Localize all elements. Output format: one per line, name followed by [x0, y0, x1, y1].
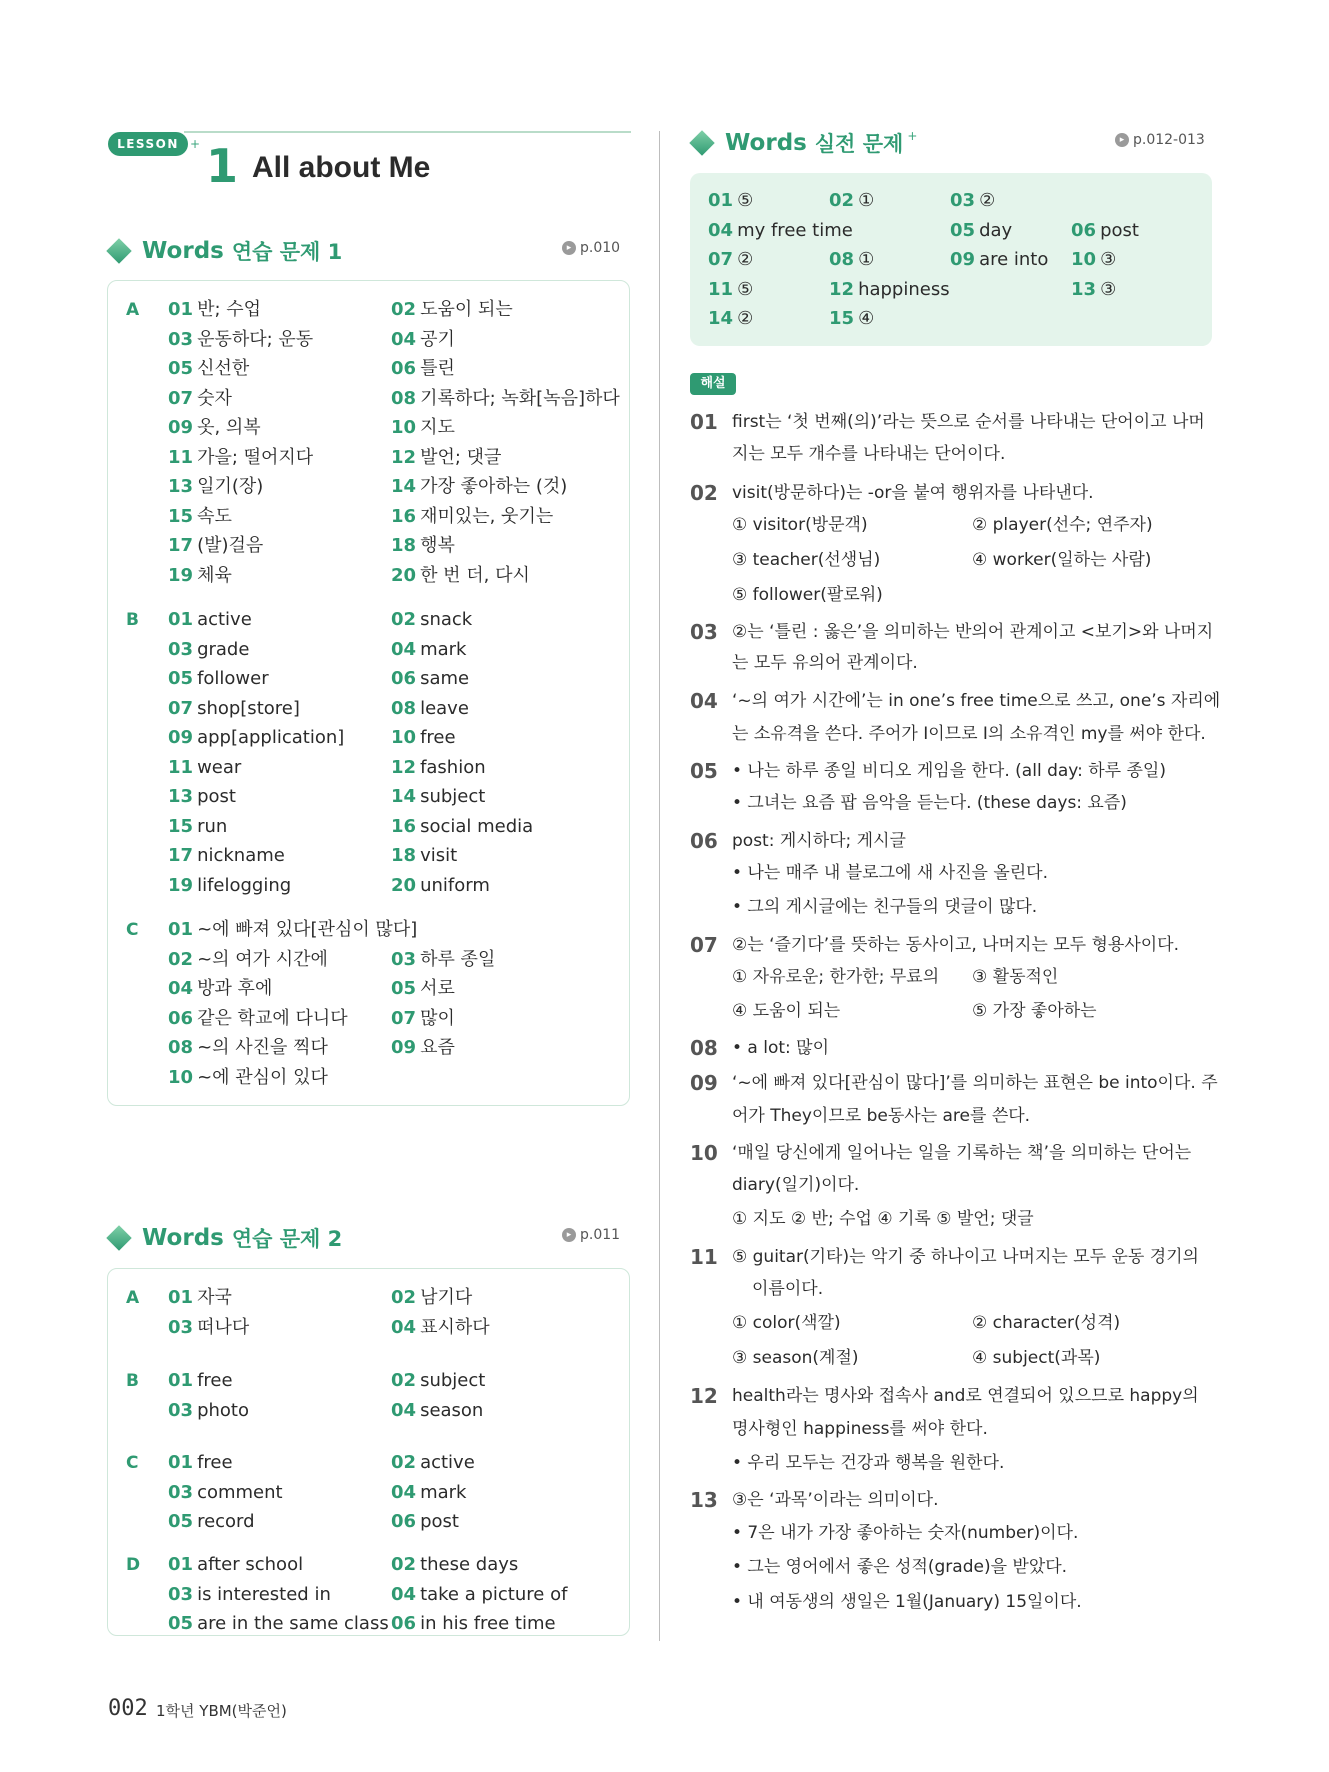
answer-item: 17 (발)걸음 [168, 535, 264, 556]
answer-item: 06 same [391, 668, 470, 689]
header-rule [184, 131, 631, 133]
answer-item: 12 fashion [391, 757, 486, 778]
answer-item: 13 일기(장) [168, 476, 264, 497]
answer-item: 03 photo [168, 1400, 249, 1421]
explanation-text: ⑤ follower(팔로워) [732, 585, 883, 605]
explanation-number: 11 [690, 1245, 718, 1269]
answer-item: 20 한 번 더, 다시 [391, 565, 530, 586]
explanation-text: • 나는 하루 종일 비디오 게임을 한다. (all day: 하루 종일) [732, 761, 1166, 781]
answer-item: 04 표시하다 [391, 1317, 490, 1338]
answer-item: 18 visit [391, 845, 458, 866]
explanation-text: ① 지도 ② 반; 수업 ④ 기록 ⑤ 발언; 댓글 [732, 1209, 1034, 1229]
answer-item: 01 ~에 빠져 있다[관심이 많다] [168, 919, 418, 940]
explanation-number: 13 [690, 1488, 718, 1512]
explanation-text: • a lot: 많이 [732, 1038, 830, 1058]
explanation-number: 12 [690, 1384, 718, 1408]
lesson-badge: LESSON [108, 132, 188, 156]
answer-item: 11 wear [168, 757, 242, 778]
answer-item: 07 shop[store] [168, 698, 300, 719]
answer-item: 16 social media [391, 816, 534, 837]
group-letter-a: A [126, 1288, 140, 1308]
answer-item: 11 가을; 떨어지다 [168, 447, 314, 468]
lesson-title: All about Me [252, 151, 431, 184]
answer-item: 11 ⑤ [708, 279, 754, 300]
answer-item: 01 free [168, 1370, 233, 1391]
answer-item: 02 snack [391, 609, 473, 630]
answer-item: 07 많이 [391, 1008, 455, 1029]
answer-item: 08 leave [391, 698, 469, 719]
explanation-text: ① visitor(방문객) [732, 515, 868, 535]
answer-item: 06 post [1071, 220, 1139, 241]
answer-item: 04 take a picture of [391, 1584, 568, 1605]
answer-item: 10 free [391, 727, 456, 748]
explanation-number: 06 [690, 829, 718, 853]
page-reference [562, 240, 620, 256]
answer-item: 14 가장 좋아하는 (것) [391, 476, 568, 497]
answer-item: 19 lifelogging [168, 875, 292, 896]
explanation-text: ②는 ‘틀린 : 옳은’을 의미하는 반의어 관계이고 <보기>와 나머지 [732, 622, 1214, 642]
page-reference-text: p.012-013 [1133, 132, 1205, 148]
answer-item: 13 post [168, 786, 236, 807]
explanation-text: ③은 ‘과목’이라는 의미이다. [732, 1490, 939, 1510]
answer-item: 03 grade [168, 639, 250, 660]
answer-item: 03 comment [168, 1482, 283, 1503]
answer-item: 05 are in the same class [168, 1613, 389, 1634]
explanation-text: ‘매일 당신에게 일어나는 일을 기록하는 책’을 의미하는 단어는 [732, 1143, 1192, 1163]
answer-item: 06 틀린 [391, 358, 455, 379]
explanation-text: • 그는 영어에서 좋은 성적(grade)을 받았다. [732, 1557, 1068, 1577]
answer-item: 15 run [168, 816, 228, 837]
answer-item: 14 subject [391, 786, 486, 807]
explanation-text: 는 소유격을 쓴다. 주어가 I이므로 I의 소유격인 my를 써야 한다. [732, 724, 1206, 744]
answer-item: 05 record [168, 1511, 255, 1532]
explanation-text: ② player(선수; 연주자) [972, 515, 1153, 535]
answer-item: 03 하루 종일 [391, 949, 496, 970]
sparkle-icon: + [907, 129, 918, 143]
explanation-text: ④ 도움이 되는 [732, 1001, 841, 1021]
answer-item: 15 ④ [829, 308, 875, 329]
column-divider [659, 131, 660, 1641]
explanation-text: • 내 여동생의 생일은 1월(January) 15일이다. [732, 1592, 1082, 1612]
group-letter-b: B [126, 610, 139, 630]
answer-item: 20 uniform [391, 875, 490, 896]
answer-item: 01 자국 [168, 1287, 232, 1308]
explanation-text: • 나는 매주 내 블로그에 새 사진을 올린다. [732, 863, 1049, 883]
explanation-text: ② character(성격) [972, 1313, 1121, 1333]
explanation-text: post: 게시하다; 게시글 [732, 831, 906, 851]
answer-item: 10 지도 [391, 417, 455, 438]
answer-item: 09 app[application] [168, 727, 345, 748]
explanation-text: 이름이다. [752, 1279, 824, 1299]
answer-item: 04 my free time [708, 220, 853, 241]
section-heading-practice-1 [106, 235, 342, 267]
explanation-text: ‘~에 빠져 있다[관심이 많다]’를 의미하는 표현은 be into이다. 주 [732, 1073, 1218, 1093]
explanation-text: • 7은 내가 가장 좋아하는 숫자(number)이다. [732, 1523, 1079, 1543]
explanation-text: 명사형인 happiness를 써야 한다. [732, 1419, 988, 1439]
page-number: 002 [108, 1696, 148, 1721]
explanation-text: 는 모두 유의어 관계이다. [732, 653, 918, 673]
lesson-number: 1 [206, 139, 239, 193]
explanation-text: ④ worker(일하는 사람) [972, 550, 1152, 570]
answer-item: 06 같은 학교에 다니다 [168, 1008, 348, 1029]
answer-item: 04 season [391, 1400, 484, 1421]
answer-item: 02 these days [391, 1554, 519, 1575]
answer-item: 01 ⑤ [708, 190, 754, 211]
explanation-text: health라는 명사와 접속사 and로 연결되어 있으므로 happy의 [732, 1386, 1199, 1406]
answer-item: 10 ③ [1071, 249, 1117, 270]
sparkle-icon: + [190, 137, 201, 151]
answer-item: 03 운동하다; 운동 [168, 329, 314, 350]
answer-item: 02 도움이 되는 [391, 299, 513, 320]
page-reference-text: p.011 [580, 1227, 621, 1243]
explanation-text: ⑤ 가장 좋아하는 [972, 1001, 1097, 1021]
explanation-text: ③ season(계절) [732, 1348, 859, 1368]
explanation-text: ③ teacher(선생님) [732, 550, 881, 570]
answer-item: 04 mark [391, 1482, 467, 1503]
diamond-icon [689, 130, 714, 155]
explanation-text: ① 자유로운; 한가한; 무료의 [732, 967, 940, 987]
answer-item: 12 발언; 댓글 [391, 447, 502, 468]
test-answer-panel [690, 173, 1212, 346]
section-words-label: Words [142, 1225, 224, 1251]
arrow-circle-icon: ▸ [562, 241, 576, 255]
diamond-icon [106, 238, 131, 263]
explanation-text: ②는 ‘즐기다’를 뜻하는 동사이고, 나머지는 모두 형용사이다. [732, 935, 1179, 955]
section-title: 연습 문제 2 [231, 1227, 343, 1251]
answer-item: 17 nickname [168, 845, 285, 866]
footer-text: 1학년 YBM(박준언) [156, 1702, 287, 1720]
answer-item: 04 mark [391, 639, 467, 660]
answer-item: 02 ~의 여가 시간에 [168, 949, 328, 970]
explanation-number: 08 [690, 1036, 718, 1060]
explanation-number: 07 [690, 933, 718, 957]
answer-item: 05 day [950, 220, 1013, 241]
answer-item: 07 ② [708, 249, 754, 270]
answer-item: 04 방과 후에 [168, 978, 273, 999]
answer-item: 02 subject [391, 1370, 486, 1391]
answer-item: 01 after school [168, 1554, 304, 1575]
answer-item: 03 ② [950, 190, 996, 211]
answer-item: 03 is interested in [168, 1584, 331, 1605]
group-letter-c: C [126, 1453, 139, 1473]
answer-item: 01 반; 수업 [168, 299, 262, 320]
section-words-label: Words [142, 238, 224, 264]
diamond-icon [106, 1225, 131, 1250]
section-title: 실전 문제 [814, 132, 904, 156]
answer-item: 05 follower [168, 668, 269, 689]
answer-item: 16 재미있는, 웃기는 [391, 506, 554, 527]
answer-item: 08 ~의 사진을 찍다 [168, 1037, 328, 1058]
explanation-text: first는 ‘첫 번째(의)’라는 뜻으로 순서를 나타내는 단어이고 나머 [732, 412, 1205, 432]
answer-item: 19 체육 [168, 565, 232, 586]
explanation-text: • 우리 모두는 건강과 행복을 원한다. [732, 1453, 1005, 1473]
explanation-number: 01 [690, 410, 718, 434]
answer-item: 02 ① [829, 190, 875, 211]
answer-item: 05 신선한 [168, 358, 250, 379]
explanation-number: 03 [690, 620, 718, 644]
answer-item: 01 free [168, 1452, 233, 1473]
answer-item: 12 happiness [829, 279, 950, 300]
answer-item: 18 행복 [391, 535, 455, 556]
section-title: 연습 문제 1 [231, 240, 343, 264]
section-heading-test [689, 127, 917, 159]
answer-item: 09 are into [950, 249, 1049, 270]
explanation-text: 지는 모두 개수를 나타내는 단어이다. [732, 444, 1006, 464]
explanation-number: 02 [690, 481, 718, 505]
explanation-text: ‘~의 여가 시간에’는 in one’s free time으로 쓰고, one’s 자리에 [732, 691, 1221, 711]
answer-item: 01 active [168, 609, 252, 630]
answer-item: 08 ① [829, 249, 875, 270]
group-letter-b: B [126, 1371, 139, 1391]
answer-item: 02 남기다 [391, 1287, 473, 1308]
explanation-number: 05 [690, 759, 718, 783]
group-letter-a: A [126, 300, 140, 320]
explanation-number: 09 [690, 1071, 718, 1095]
page-reference [1115, 132, 1205, 148]
explanation-text: visit(방문하다)는 -or을 붙여 행위자를 나타낸다. [732, 483, 1094, 503]
explanation-text: • 그의 게시글에는 친구들의 댓글이 많다. [732, 897, 1038, 917]
answer-item: 02 active [391, 1452, 475, 1473]
explanation-text: diary(일기)이다. [732, 1175, 860, 1195]
answer-item: 06 in his free time [391, 1613, 556, 1634]
explanation-number: 10 [690, 1141, 718, 1165]
answer-item: 05 서로 [391, 978, 455, 999]
answer-item: 10 ~에 관심이 있다 [168, 1067, 328, 1088]
explanation-text: ③ 활동적인 [972, 967, 1059, 987]
explanation-text: ① color(색깔) [732, 1313, 841, 1333]
explanation-text: • 그녀는 요즘 팝 음악을 듣는다. (these days: 요즘) [732, 793, 1127, 813]
explanation-text: ⑤ guitar(기타)는 악기 중 하나이고 나머지는 모두 운동 경기의 [732, 1247, 1199, 1267]
answer-item: 15 속도 [168, 506, 232, 527]
answer-box-practice-1 [107, 280, 630, 1106]
explanation-text: ④ subject(과목) [972, 1348, 1101, 1368]
arrow-circle-icon: ▸ [562, 1228, 576, 1242]
answer-item: 09 요즘 [391, 1037, 455, 1058]
answer-item: 13 ③ [1071, 279, 1117, 300]
answer-item: 03 떠나다 [168, 1317, 250, 1338]
answer-item: 08 기록하다; 녹화[녹음]하다 [391, 388, 620, 409]
page-reference [562, 1227, 620, 1243]
answer-item: 09 옷, 의복 [168, 417, 261, 438]
arrow-circle-icon: ▸ [1115, 133, 1129, 147]
explanation-text: 어가 They이므로 be동사는 are를 쓴다. [732, 1106, 1031, 1126]
explanation-label: 해설 [690, 373, 736, 395]
answer-item: 04 공기 [391, 329, 455, 350]
group-letter-c: C [126, 920, 139, 940]
page-reference-text: p.010 [580, 240, 621, 256]
answer-item: 06 post [391, 1511, 459, 1532]
section-words-label: Words [725, 130, 807, 156]
answer-box-practice-2 [107, 1268, 630, 1636]
answer-item: 14 ② [708, 308, 754, 329]
answer-item: 07 숫자 [168, 388, 232, 409]
section-heading-practice-2 [106, 1222, 342, 1254]
group-letter-d: D [126, 1555, 141, 1575]
explanation-number: 04 [690, 689, 718, 713]
